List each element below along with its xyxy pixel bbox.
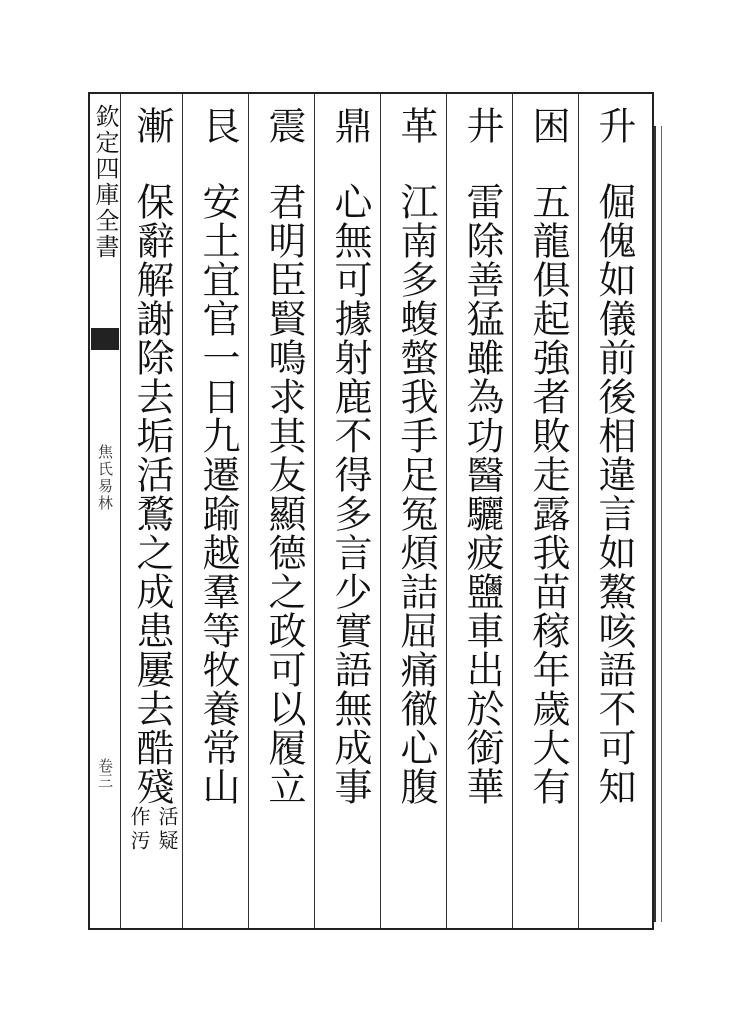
volume-number: 卷三: [96, 758, 114, 788]
column-rule: [314, 94, 315, 928]
hexagram-verse: 保辭解謝除去垢活鶩之成患屢去酷殘: [130, 182, 174, 806]
hexagram-name: 升: [592, 106, 636, 144]
hexagram-name: 鼎: [328, 106, 372, 144]
book-title: 焦氏易林: [96, 444, 114, 512]
hexagram-name: 革: [394, 106, 438, 144]
spine-fishtail-mark: [91, 328, 119, 350]
hexagram-column-jian: [122, 100, 182, 920]
page-edge: [654, 126, 662, 922]
column-rule: [578, 94, 579, 928]
hexagram-column-ge: [386, 100, 446, 920]
column-rule: [248, 94, 249, 928]
column-rule: [182, 94, 183, 928]
hexagram-name: 困: [526, 106, 570, 144]
hexagram-column-jing: [452, 100, 512, 920]
hexagram-verse: 雷除善猛雖為功醫驪疲鹽車出於銜華: [460, 182, 504, 806]
hexagram-column-kun: [518, 100, 578, 920]
hexagram-verse: 君明臣賢鳴求其友顯德之政可以履立: [262, 182, 306, 806]
hexagram-name: 井: [460, 106, 504, 144]
hexagram-verse: 江南多蝮螫我手足冤煩詰屈痛徹心腹: [394, 182, 438, 806]
column-rule: [446, 94, 447, 928]
column-rule: [380, 94, 381, 928]
hexagram-column-zhen: [254, 100, 314, 920]
hexagram-name: 漸: [130, 106, 174, 144]
collection-title: 欽定四庫全書: [91, 104, 119, 260]
hexagram-verse: 倔傀如儀前後相違言如鰲咳語不可知: [592, 182, 636, 806]
hexagram-name: 震: [262, 106, 306, 144]
column-rule: [512, 94, 513, 928]
hexagram-column-sheng: [584, 100, 644, 920]
hexagram-name: 艮: [196, 106, 240, 144]
annotation-note: 活疑: [155, 806, 179, 854]
hexagram-verse: 五龍俱起強者敗走露我苗稼年歲大有: [526, 182, 570, 806]
annotation-note: 作汚: [127, 806, 151, 854]
hexagram-column-gen: [188, 100, 248, 920]
hexagram-verse: 安土宜官一日九遷踰越羣等牧養常山: [196, 182, 240, 806]
hexagram-column-ding: [320, 100, 380, 920]
hexagram-verse: 心無可據射鹿不得多言少實語無成事: [328, 182, 372, 806]
